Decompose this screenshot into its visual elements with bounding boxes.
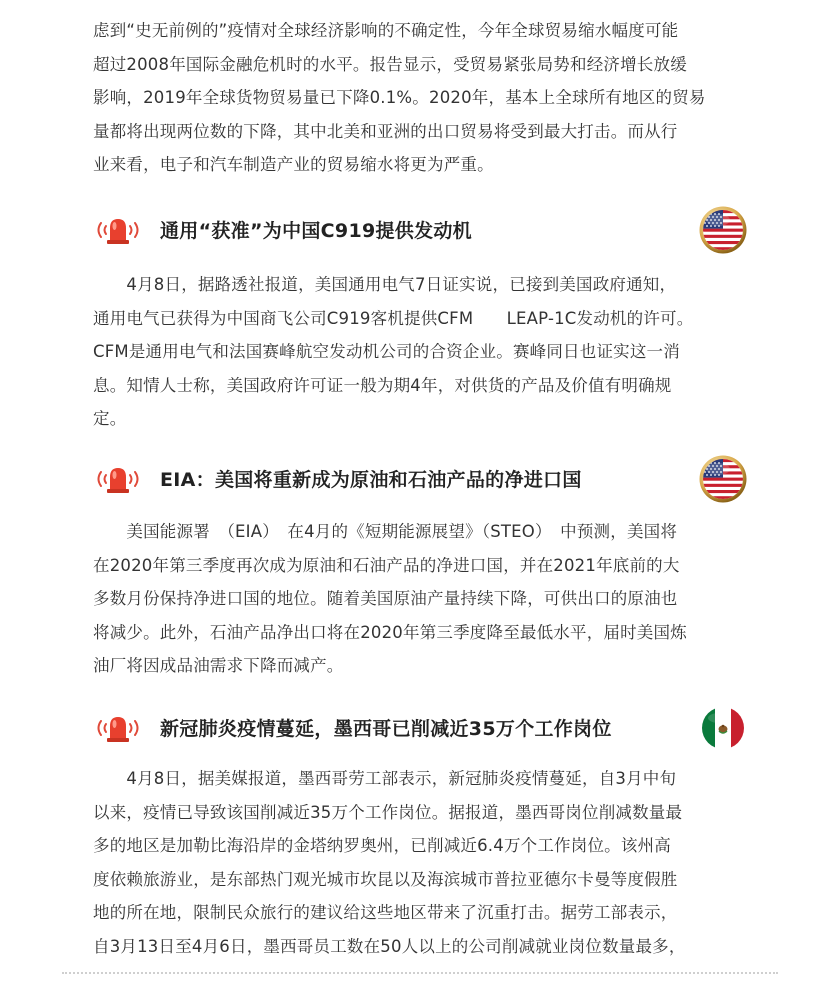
text-line: 自3月13日至4月6日，墨西哥员工数在50人以上的公司削减就业岗位数量最多，	[93, 936, 686, 956]
section-title: EIA：美国将重新成为原油和石油产品的净进口国	[160, 469, 582, 491]
dotted-divider	[62, 972, 778, 974]
alarm-bell-icon	[93, 214, 143, 250]
section-title: 新冠肺炎疫情蔓延，墨西哥已削减近35万个工作岗位	[160, 718, 612, 740]
usa-flag-icon	[699, 455, 747, 503]
section-title: 通用“获准”为中国C919提供发动机	[160, 220, 472, 242]
alarm-bell-icon	[93, 463, 143, 499]
section-paragraph	[93, 762, 753, 963]
section-heading	[93, 206, 753, 256]
section-paragraph	[93, 268, 753, 436]
mexico-flag-icon	[699, 704, 747, 752]
text-line: 多的地区是加勒比海沿岸的金塔纳罗奥州，已削减近6.4万个工作岗位。该州高	[93, 836, 671, 855]
alarm-bell-icon	[93, 712, 143, 748]
intro-paragraph	[93, 14, 753, 182]
text-line: 以来，疫情已导致该国削减近35万个工作岗位。据报道，墨西哥岗位削减数量最	[93, 802, 683, 822]
section-heading	[93, 704, 753, 754]
text-line: 4月8日，据美媒报道，墨西哥劳工部表示，新冠肺炎疫情蔓延，自3月中旬	[93, 769, 677, 788]
text-line: 息。知情人士称，美国政府许可证一般为期4年，对供货的产品及价值有明确规	[93, 375, 672, 395]
text-line: 多数月份保持净进口国的地位。随着美国原油产量持续下降，可供出口的原油也	[93, 589, 678, 608]
section-paragraph	[93, 515, 753, 683]
section-heading	[93, 455, 753, 505]
usa-flag-icon	[699, 206, 747, 254]
text-line: CFM是通用电气和法国赛峰航空发动机公司的合资企业。赛峰同日也证实这一消	[93, 342, 680, 361]
text-line: 超过2008年国际金融危机时的水平。报告显示，受贸易紧张局势和经济增长放缓	[93, 54, 687, 74]
text-line: 虑到“史无前例的”疫情对全球经济影响的不确定性，今年全球贸易缩水幅度可能	[93, 21, 679, 40]
text-line: 油厂将因成品油需求下降而减产。	[93, 656, 344, 675]
text-line: 在2020年第三季度再次成为原油和石油产品的净进口国，并在2021年底前的大	[93, 555, 680, 575]
text-line: 定。	[93, 409, 127, 428]
text-line: 影响，2019年全球货物贸易量已下降0.1%。2020年，基本上全球所有地区的贸易	[93, 88, 706, 107]
text-line: 4月8日，据路透社报道，美国通用电气7日证实说，已接到美国政府通知，	[93, 275, 677, 294]
text-line: 美国能源署 （EIA） 在4月的《短期能源展望》（STEO） 中预测，美国将	[93, 522, 678, 541]
text-line: 地的所在地，限制民众旅行的建议给这些地区带来了沉重打击。据劳工部表示，	[93, 903, 678, 922]
text-line: 度依赖旅游业，是东部热门观光城市坎昆以及海滨城市普拉亚德尔卡曼等度假胜	[93, 869, 678, 889]
text-line: 将减少。此外，石油产品净出口将在2020年第三季度降至最低水平，届时美国炼	[93, 622, 687, 642]
text-line: 量都将出现两位数的下降，其中北美和亚洲的出口贸易将受到最大打击。而从行	[93, 121, 678, 141]
text-line: 业来看，电子和汽车制造产业的贸易缩水将更为严重。	[93, 155, 494, 174]
text-line: 通用电气已获得为中国商飞公司C919客机提供CFM LEAP-1C发动机的许可。	[93, 308, 694, 328]
